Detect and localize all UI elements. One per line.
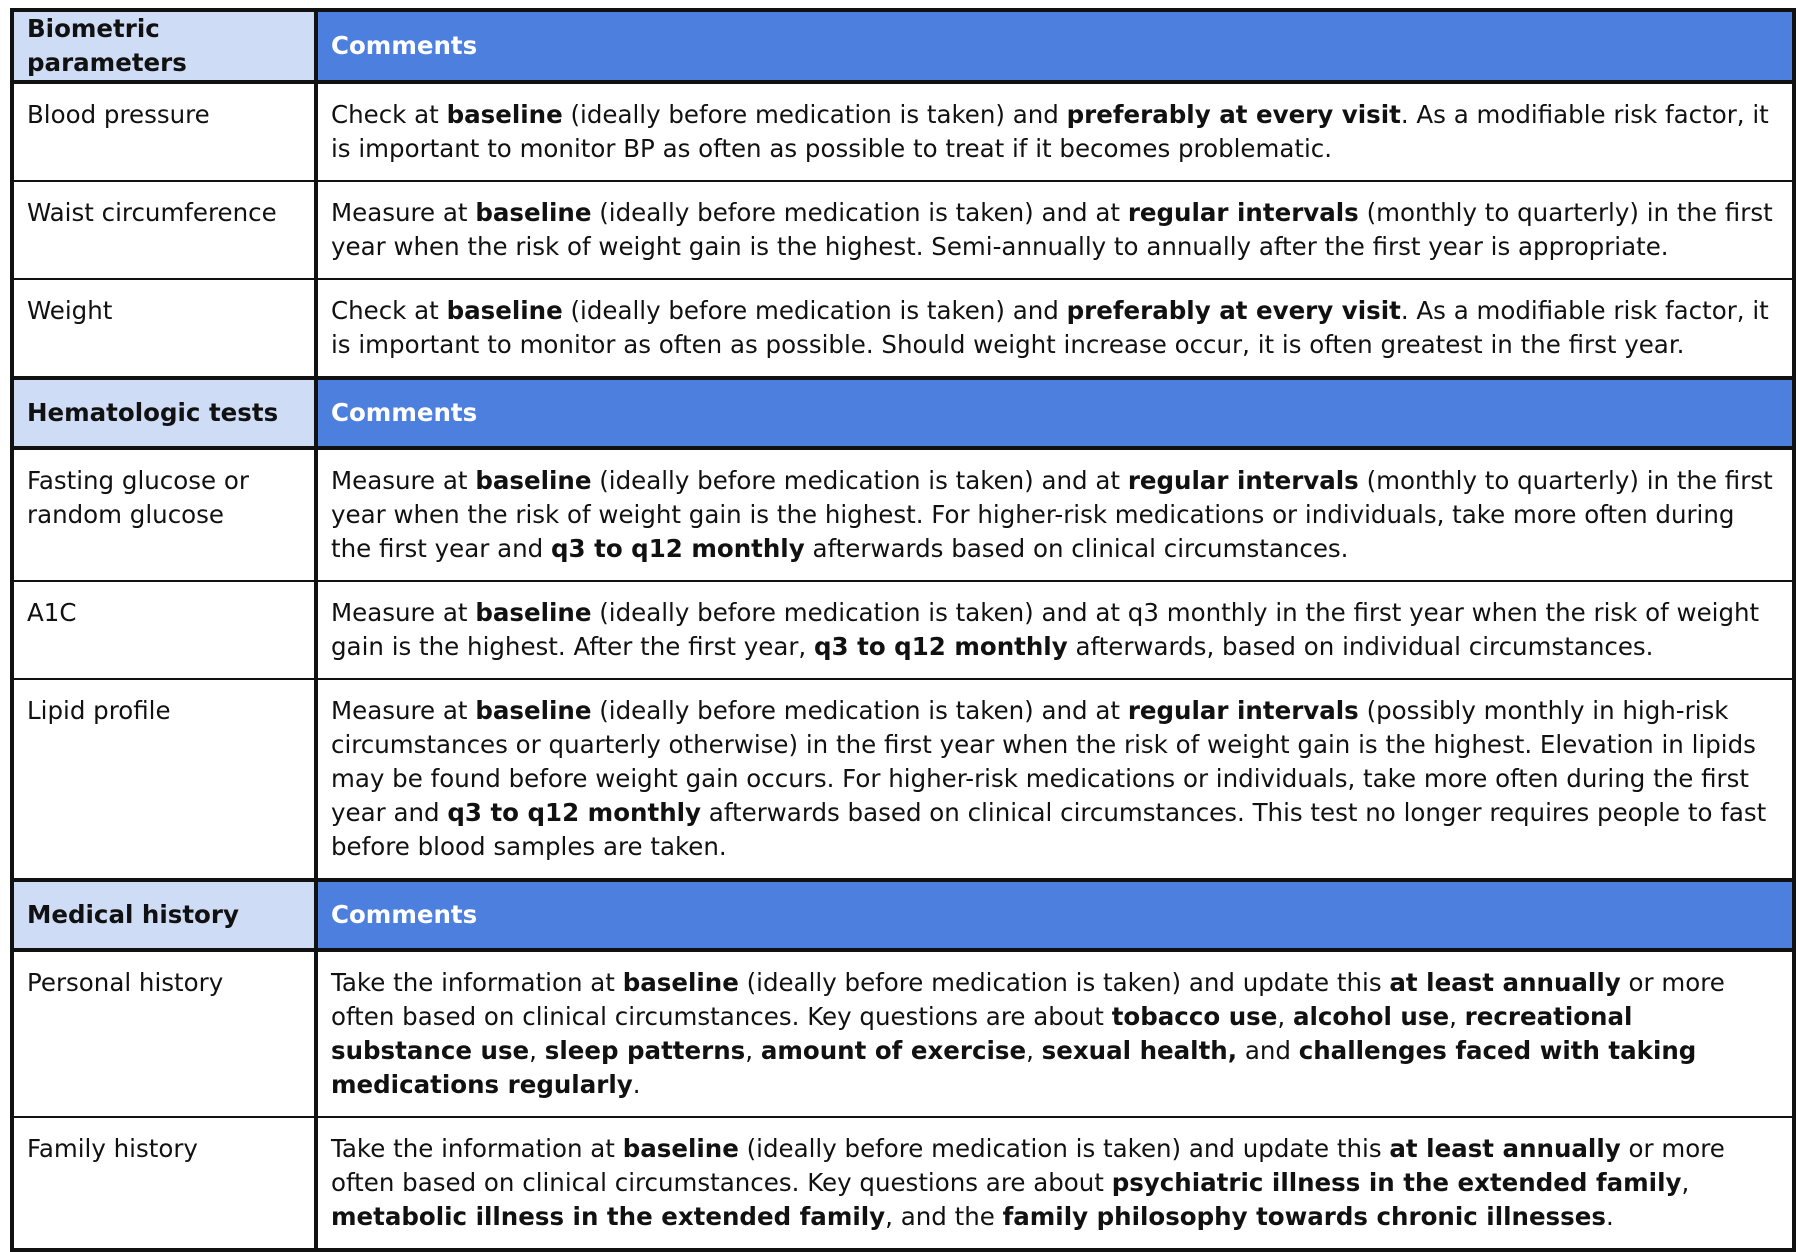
comment-emphasis: family philosophy towards chronic illnesses <box>1002 1202 1606 1231</box>
table-row <box>12 448 1794 581</box>
table-row <box>12 279 1794 378</box>
comment-emphasis: baseline <box>475 198 592 227</box>
comment-text: (ideally before medication is taken) and <box>562 296 1067 325</box>
table-row <box>12 82 1794 181</box>
comment-emphasis: psychiatric illness in the extended family <box>1111 1168 1682 1197</box>
table-body <box>12 10 1794 1250</box>
comment-text: (ideally before medication is taken) and at <box>591 198 1128 227</box>
table-row <box>12 181 1794 279</box>
section-title: Biometric parameters <box>12 10 316 82</box>
comment-cell <box>316 448 1794 581</box>
comment-emphasis: baseline <box>446 296 563 325</box>
comment-emphasis: regular intervals <box>1127 466 1359 495</box>
comment-text: , <box>1681 1168 1690 1197</box>
table-row <box>12 581 1794 679</box>
comment-emphasis: amount of exercise <box>760 1036 1027 1065</box>
comment-emphasis: q3 to q12 monthly <box>551 534 805 563</box>
comment-cell <box>316 950 1794 1117</box>
comment-text: (ideally before medication is taken) and at <box>591 696 1128 725</box>
monitoring-table <box>10 8 1796 1252</box>
table-row <box>12 679 1794 880</box>
comment-emphasis: at least annually <box>1389 968 1621 997</box>
comment-emphasis: baseline <box>475 696 592 725</box>
comment-text: (ideally before medication is taken) and <box>562 100 1067 129</box>
parameter-cell: A1C <box>12 581 316 679</box>
comment-text: (ideally before medication is taken) and update this <box>738 1134 1390 1163</box>
comment-text: or more often based on clinical circumstances. Key questions are about <box>331 1134 1725 1197</box>
comment-emphasis: sleep patterns <box>544 1036 746 1065</box>
comment-text: , <box>1277 1002 1293 1031</box>
comment-cell <box>316 679 1794 880</box>
comment-text: (monthly to quarterly) in the first year when the risk of weight gain is the highest. For higher-risk medications or individuals, take more often during the first year and <box>331 466 1773 563</box>
comment-text: afterwards, based on individual circumstances. <box>1067 632 1654 661</box>
comment-text: . As a modifiable risk factor, it is important to monitor as often as possible. Should weight increase occur, it is often greatest in the first year. <box>331 296 1769 359</box>
parameter-cell: Weight <box>12 279 316 378</box>
comment-text: , <box>1026 1036 1042 1065</box>
comment-emphasis: baseline <box>446 100 563 129</box>
comments-column-header: Comments <box>316 378 1794 448</box>
comment-emphasis: q3 to q12 monthly <box>447 798 702 827</box>
comment-cell <box>316 581 1794 679</box>
comment-cell <box>316 279 1794 378</box>
comment-emphasis: challenges faced with taking medications regularly <box>331 1036 1697 1099</box>
comment-text: Measure at <box>331 466 476 495</box>
comment-text: (monthly to quarterly) in the first year when the risk of weight gain is the highest. Semi-annually to annually after the first year is appropriate. <box>331 198 1773 261</box>
comment-emphasis: at least annually <box>1389 1134 1621 1163</box>
section-header-medical-history <box>12 880 1794 950</box>
comment-emphasis: baseline <box>475 466 592 495</box>
comment-emphasis: preferably at every visit <box>1066 296 1401 325</box>
comment-text: or more often based on clinical circumstances. Key questions are about <box>331 968 1725 1031</box>
table-row <box>12 950 1794 1117</box>
comment-text: afterwards based on clinical circumstances. <box>804 534 1349 563</box>
comment-text: Measure at <box>331 598 476 627</box>
comment-emphasis: metabolic illness in the extended family <box>331 1202 886 1231</box>
comment-text: Check at <box>331 296 447 325</box>
section-header-hematologic <box>12 378 1794 448</box>
comment-emphasis: recreational substance use <box>331 1002 1633 1065</box>
comment-text: (ideally before medication is taken) and at <box>591 466 1128 495</box>
section-title: Hematologic tests <box>12 378 316 448</box>
comment-text: , <box>745 1036 761 1065</box>
comment-emphasis: sexual health, <box>1041 1036 1238 1065</box>
comment-text: (ideally before medication is taken) and update this <box>738 968 1390 997</box>
comment-text: Measure at <box>331 198 476 227</box>
comment-text: and <box>1237 1036 1299 1065</box>
comment-emphasis: baseline <box>622 968 739 997</box>
section-header-biometric <box>12 10 1794 82</box>
comment-cell <box>316 181 1794 279</box>
table-row <box>12 1117 1794 1250</box>
comment-cell <box>316 82 1794 181</box>
comment-text: . <box>632 1070 641 1099</box>
comment-cell <box>316 1117 1794 1250</box>
comment-emphasis: alcohol use <box>1292 1002 1450 1031</box>
parameter-cell: Fasting glucose or random glucose <box>12 448 316 581</box>
parameter-cell: Waist circumference <box>12 181 316 279</box>
comment-text: afterwards based on clinical circumstances. This test no longer requires people to fast before blood samples are taken. <box>331 798 1767 861</box>
comment-emphasis: baseline <box>475 598 592 627</box>
comment-text: Take the information at <box>331 968 623 997</box>
comment-text: Take the information at <box>331 1134 623 1163</box>
comment-emphasis: tobacco use <box>1111 1002 1278 1031</box>
comment-text: . <box>1605 1202 1614 1231</box>
comment-emphasis: regular intervals <box>1127 696 1359 725</box>
comment-text: , and the <box>885 1202 1003 1231</box>
parameter-cell: Blood pressure <box>12 82 316 181</box>
comment-text: Measure at <box>331 696 476 725</box>
parameter-cell: Lipid profile <box>12 679 316 880</box>
comment-emphasis: baseline <box>622 1134 739 1163</box>
comment-text: , <box>529 1036 545 1065</box>
comment-text: (ideally before medication is taken) and at q3 monthly in the first year when the risk of weight gain is the highest. After the first year, <box>331 598 1760 661</box>
parameter-cell: Family history <box>12 1117 316 1250</box>
section-title: Medical history <box>12 880 316 950</box>
comment-text: Check at <box>331 100 447 129</box>
comment-emphasis: regular intervals <box>1127 198 1359 227</box>
comments-column-header: Comments <box>316 880 1794 950</box>
comment-text: (possibly monthly in high-risk circumstances or quarterly otherwise) in the first year when the risk of weight gain is the highest. Elevation in lipids may be found before weight gain occurs. For higher-risk medications or individuals, take more often during the first year and <box>331 696 1756 827</box>
comment-text: , <box>1449 1002 1465 1031</box>
comment-text: . As a modifiable risk factor, it is important to monitor BP as often as possible to treat if it becomes problematic. <box>331 100 1769 163</box>
comment-emphasis: q3 to q12 monthly <box>814 632 1068 661</box>
parameter-cell: Personal history <box>12 950 316 1117</box>
comments-column-header: Comments <box>316 10 1794 82</box>
comment-emphasis: preferably at every visit <box>1066 100 1401 129</box>
